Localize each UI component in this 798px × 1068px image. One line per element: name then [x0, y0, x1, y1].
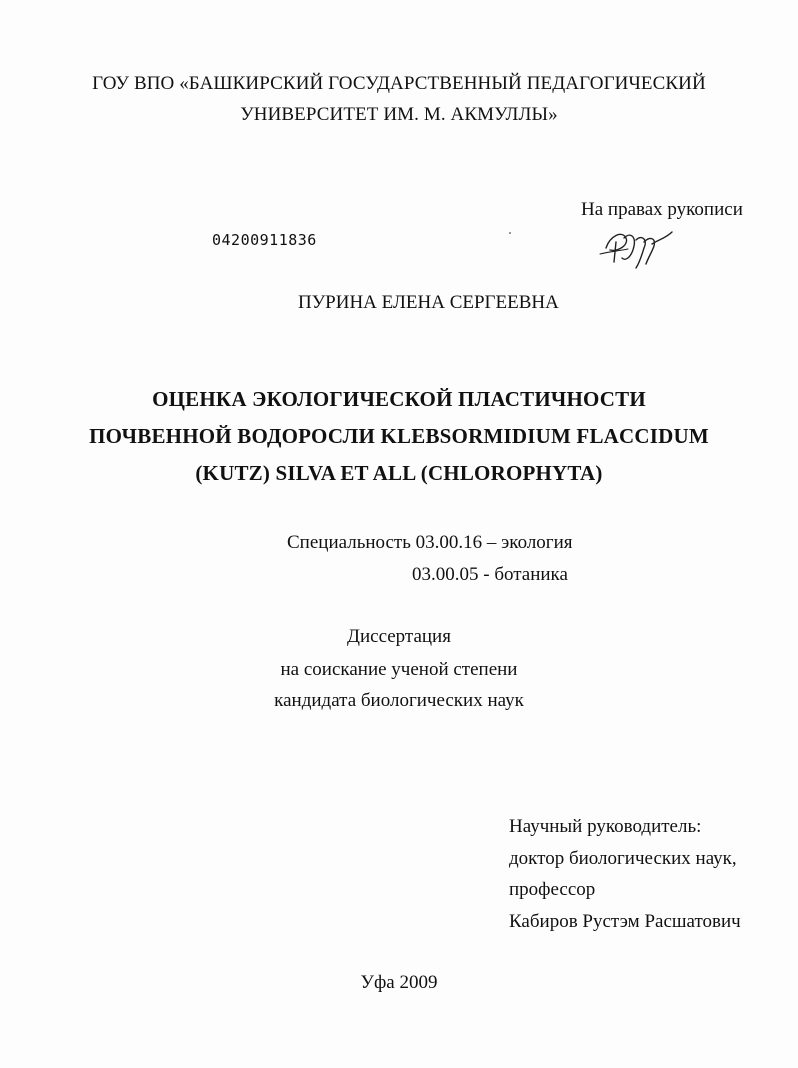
scan-speck	[509, 232, 511, 234]
title-line-2: ПОЧВЕННОЙ ВОДОРОСЛИ KLEBSORMIDIUM FLACCIDUM	[89, 424, 709, 448]
handwritten-signature	[596, 218, 680, 274]
specialty-line-2: 03.00.05 - ботаника	[412, 564, 568, 585]
degree-line-1: Диссертация	[347, 626, 451, 647]
title-line-3: (KUTZ) SILVA ET ALL (CHLOROPHYTA)	[195, 461, 603, 485]
degree-line-2: на соискание ученой степени	[280, 659, 518, 680]
catalog-number: 04200911836	[212, 231, 317, 249]
title-line-1: ОЦЕНКА ЭКОЛОГИЧЕСКОЙ ПЛАСТИЧНОСТИ	[152, 387, 646, 411]
specialty-line-1: Специальность 03.00.16 – экология	[287, 532, 573, 553]
supervisor-name: Кабиров Рустэм Расшатович	[509, 911, 741, 932]
city-year: Уфа 2009	[360, 972, 438, 993]
supervisor-degree: доктор биологических наук,	[509, 848, 737, 869]
supervisor-label: Научный руководитель:	[509, 816, 702, 837]
supervisor-rank: профессор	[509, 879, 596, 900]
degree-line-3: кандидата биологических наук	[274, 690, 524, 711]
author-name: ПУРИНА ЕЛЕНА СЕРГЕЕВНА	[298, 292, 559, 313]
institution-line-1: ГОУ ВПО «БАШКИРСКИЙ ГОСУДАРСТВЕННЫЙ ПЕДАГОГИЧЕСКИЙ	[92, 73, 706, 94]
manuscript-note: На правах рукописи	[581, 199, 743, 220]
institution-line-2: УНИВЕРСИТЕТ ИМ. М. АКМУЛЛЫ»	[240, 104, 558, 125]
